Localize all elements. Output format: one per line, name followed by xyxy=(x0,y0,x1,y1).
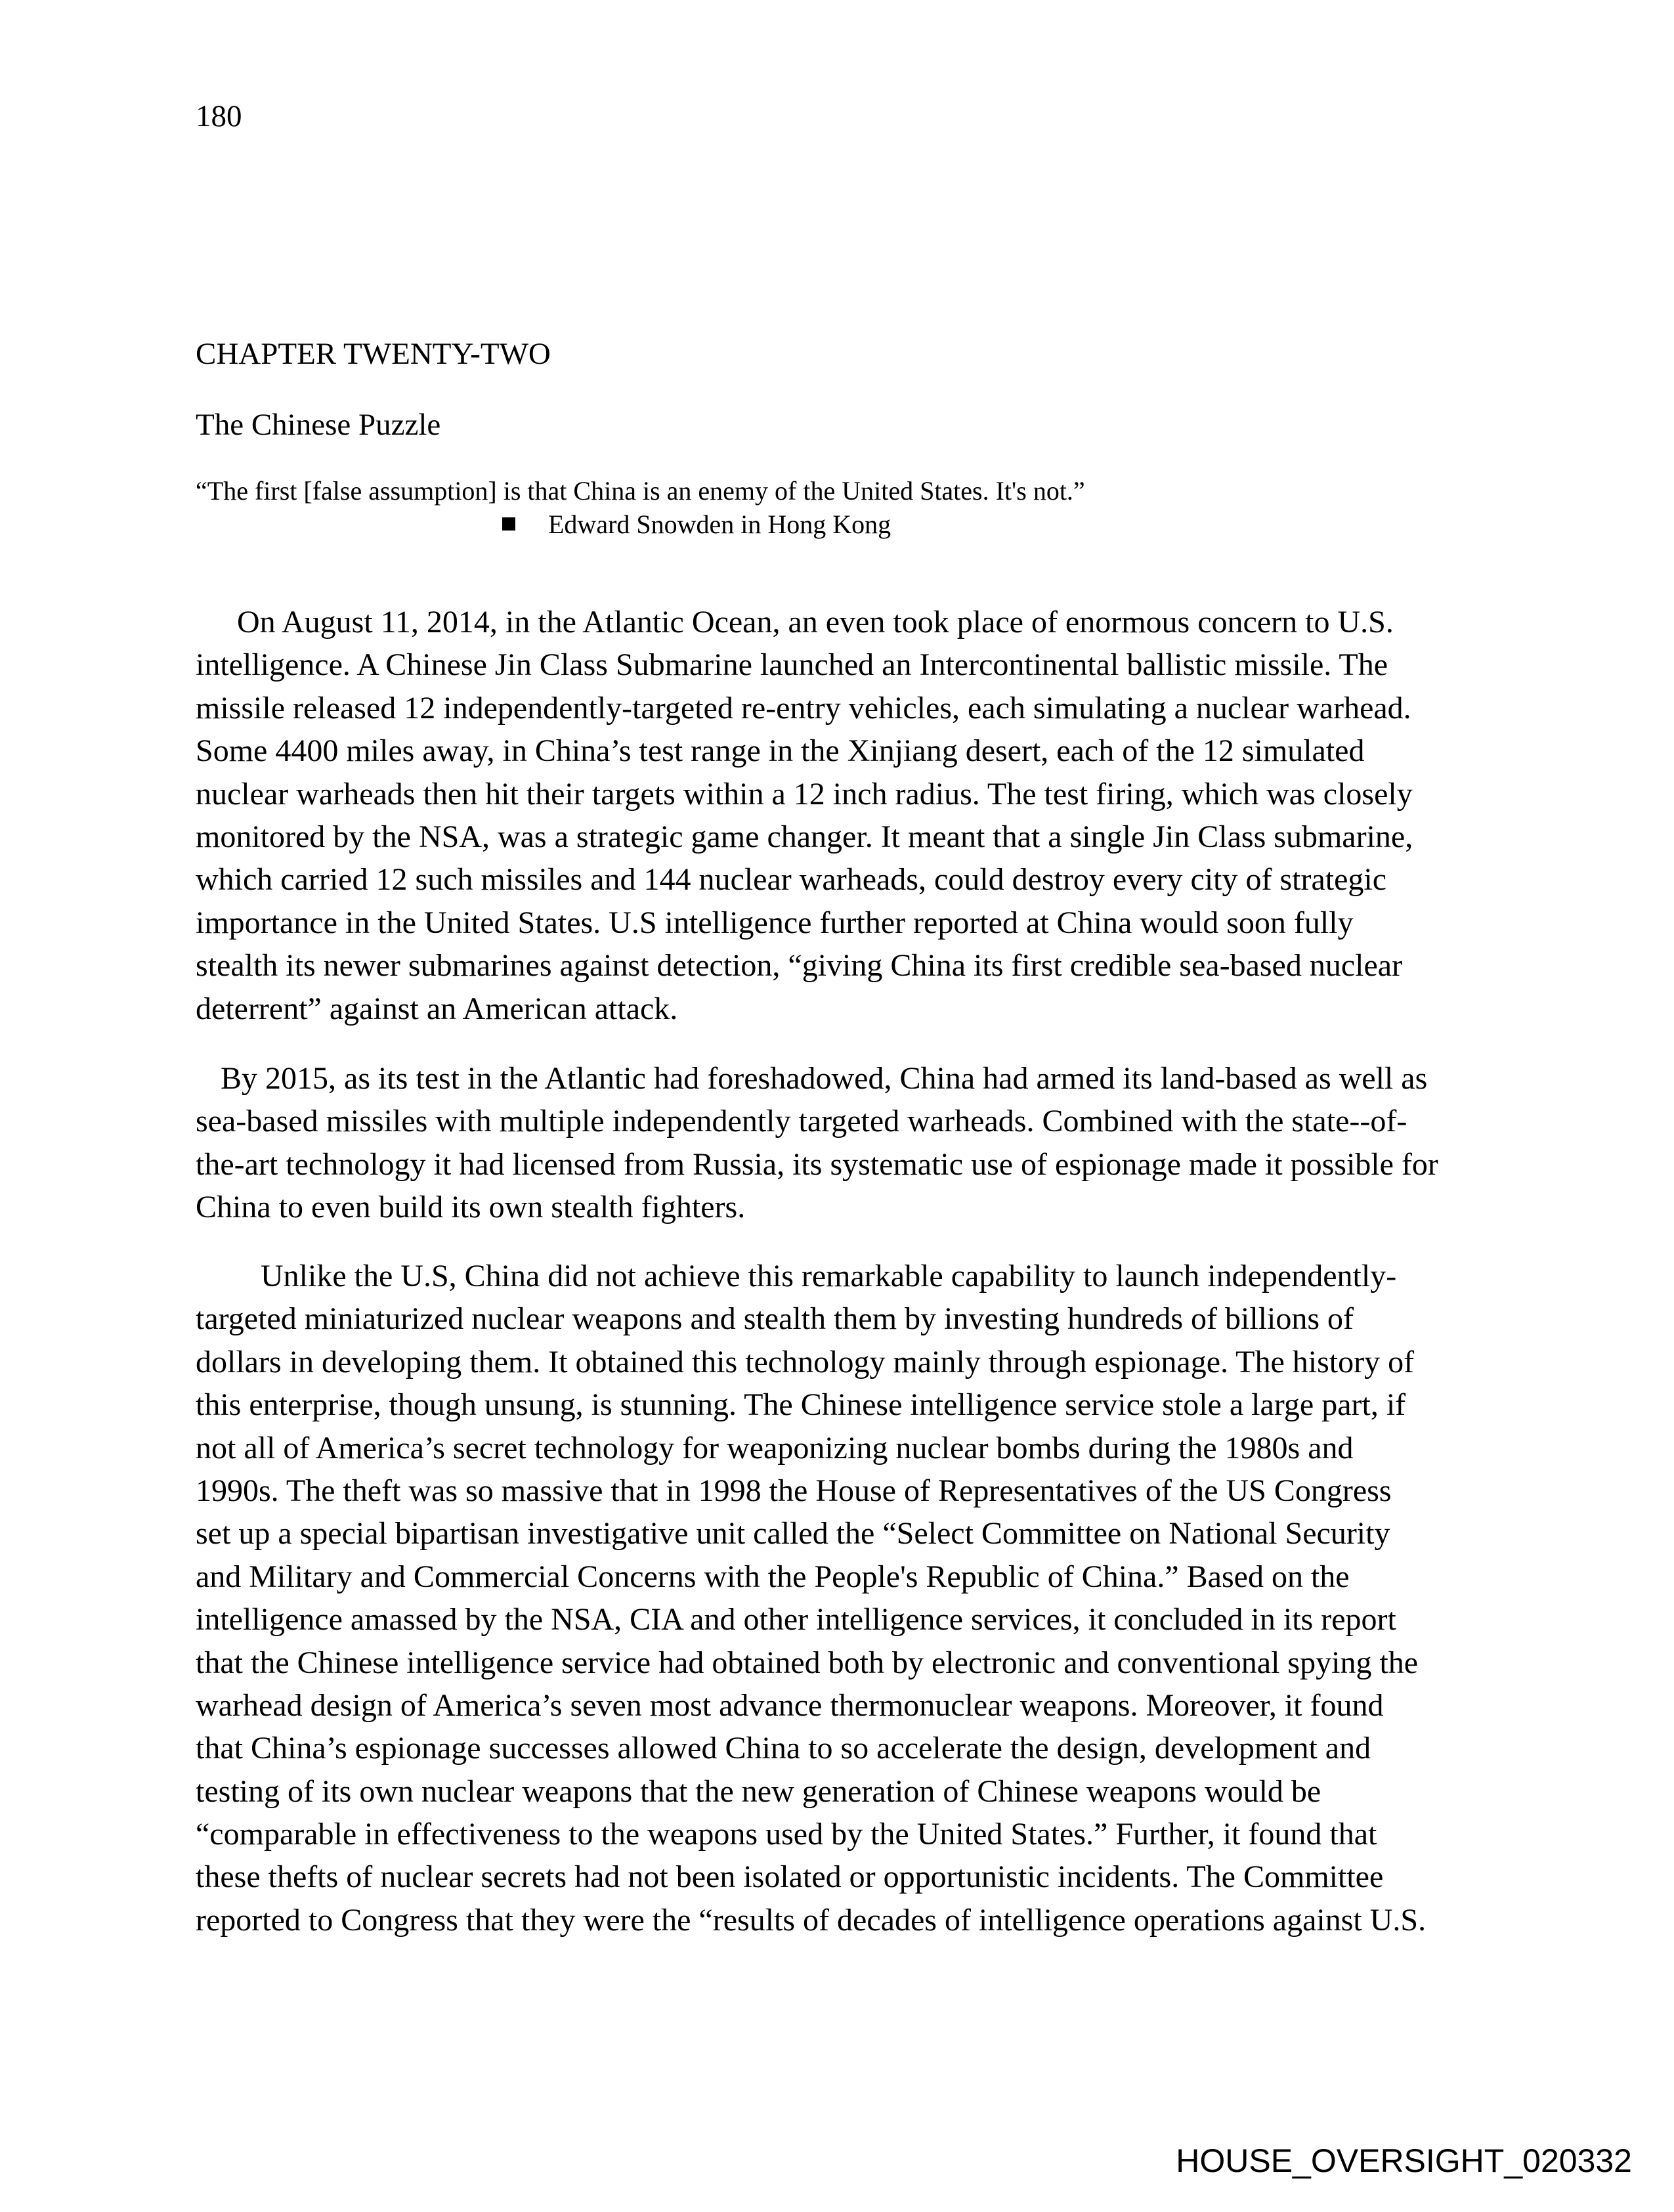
bates-stamp: HOUSE_OVERSIGHT_020332 xyxy=(1176,2142,1632,2179)
text-line: missile released 12 independently-targeted re-entry vehicles, each simulating a nuclear warhead. xyxy=(196,690,1411,726)
text-line: that China’s espionage successes allowed China to so accelerate the design, development and xyxy=(196,1731,1371,1766)
text-line: Unlike the U.S, China did not achieve this remarkable capability to launch independently- xyxy=(261,1259,1397,1293)
text-line: these thefts of nuclear secrets had not been isolated or opportunistic incidents. The Committee xyxy=(196,1859,1384,1895)
text-line: By 2015, as its test in the Atlantic had foreshadowed, China had armed its land-based as well as xyxy=(221,1061,1428,1096)
text-line: and Military and Commercial Concerns with the People's Republic of China.” Based on the xyxy=(196,1559,1350,1594)
text-line: 1990s. The theft was so massive that in 1998 the House of Representatives of the US Congress xyxy=(196,1473,1392,1508)
text-line: reported to Congress that they were the “results of decades of intelligence operations against U.S. xyxy=(196,1902,1427,1938)
text-line: set up a special bipartisan investigative unit called the “Select Committee on National Security xyxy=(196,1516,1390,1551)
paragraph-3 xyxy=(196,1255,1426,1941)
text-line: not all of America’s secret technology for weaponizing nuclear bombs during the 1980s and xyxy=(196,1430,1354,1465)
page-number: 180 xyxy=(196,99,242,133)
text-line: intelligence. A Chinese Jin Class Submarine launched an Intercontinental ballistic missile. The xyxy=(196,647,1388,683)
text-line: “comparable in effectiveness to the weapons used by the United States.” Further, it found that xyxy=(196,1817,1377,1852)
text-line: importance in the United States. U.S intelligence further reported at China would soon fully xyxy=(196,905,1354,940)
text-line: China to even build its own stealth fighters. xyxy=(196,1190,746,1225)
text-line: stealth its newer submarines against detection, “giving China its first credible sea-based nuclear xyxy=(196,948,1403,984)
text-line: Some 4400 miles away, in China’s test range in the Xinjiang desert, each of the 12 simulated xyxy=(196,733,1365,769)
text-line: dollars in developing them. It obtained this technology mainly through espionage. The history of xyxy=(196,1344,1415,1379)
paragraph-2 xyxy=(196,1057,1438,1229)
text-line: sea-based missiles with multiple independently targeted warheads. Combined with the state--of- xyxy=(196,1104,1407,1139)
text-line: which carried 12 such missiles and 144 nuclear warheads, could destroy every city of strategic xyxy=(196,862,1387,898)
bullet-square-icon xyxy=(502,517,515,531)
text-line: monitored by the NSA, was a strategic game changer. It meant that a single Jin Class submarine, xyxy=(196,819,1413,854)
epigraph-quote: “The first [false assumption] is that China is an enemy of the United States. It's not.” xyxy=(196,476,1085,506)
chapter-heading: CHAPTER TWENTY-TWO xyxy=(196,337,551,371)
text-line: On August 11, 2014, in the Atlantic Ocean, an even took place of enormous concern to U.S. xyxy=(237,605,1394,640)
text-line: targeted miniaturized nuclear weapons and stealth them by investing hundreds of billions of xyxy=(196,1301,1354,1337)
chapter-title: The Chinese Puzzle xyxy=(196,408,441,442)
text-line: intelligence amassed by the NSA, CIA and other intelligence services, it concluded in its report xyxy=(196,1602,1396,1637)
text-line: warhead design of America’s seven most advance thermonuclear weapons. Moreover, it found xyxy=(196,1687,1384,1723)
epigraph-attribution: Edward Snowden in Hong Kong xyxy=(548,510,891,539)
text-line: that the Chinese intelligence service had obtained both by electronic and conventional spying the xyxy=(196,1645,1419,1680)
text-line: testing of its own nuclear weapons that the new generation of Chinese weapons would be xyxy=(196,1773,1321,1809)
text-line: deterrent” against an American attack. xyxy=(196,991,678,1026)
text-line: this enterprise, though unsung, is stunning. The Chinese intelligence service stole a large part, if xyxy=(196,1387,1406,1423)
paragraph-1 xyxy=(196,601,1413,1030)
text-line: the-art technology it had licensed from Russia, its systematic use of espionage made it possible for xyxy=(196,1146,1438,1182)
text-line: nuclear warheads then hit their targets within a 12 inch radius. The test firing, which was closely xyxy=(196,776,1413,812)
